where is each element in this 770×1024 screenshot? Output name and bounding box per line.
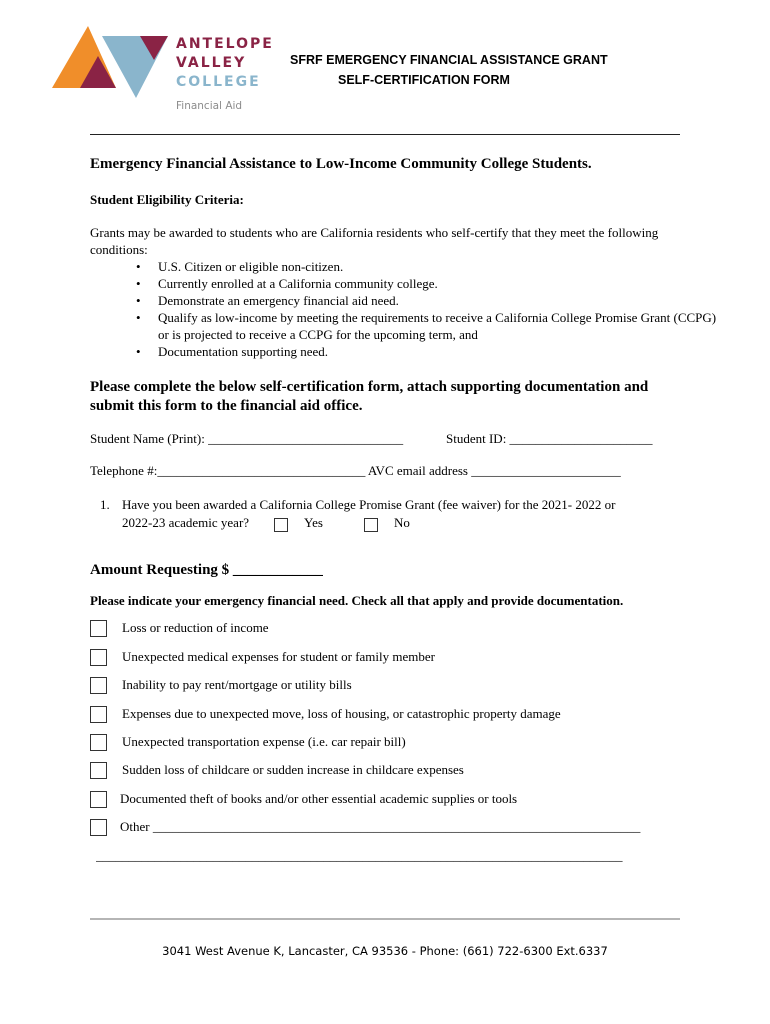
form-title [290, 50, 670, 90]
no-label: No [394, 515, 410, 530]
footer-address: 3041 West Avenue K, Lancaster, CA 93536 - Phone: (661) 722-6300 Ext.6337 [162, 944, 608, 958]
need-label: Loss or reduction of income [122, 620, 269, 635]
yes-checkbox[interactable] [274, 518, 288, 532]
instructions-heading: Please complete the below self-certification form, attach supporting documentation and submit this form to the financial aid office. [90, 379, 649, 414]
list-item: • Documentation supporting need. [158, 343, 718, 360]
logo-text-line3: COLLEGE [176, 74, 261, 90]
need-checkbox[interactable] [90, 649, 107, 666]
no-checkbox[interactable] [364, 518, 378, 532]
yes-label: Yes [304, 515, 323, 530]
list-item: • Demonstrate an emergency financial aid need. [158, 292, 718, 309]
need-checkbox[interactable] [90, 791, 107, 808]
question-number: 1. [100, 497, 110, 512]
need-label: Unexpected transportation expense (i.e. car repair bill) [122, 734, 406, 749]
need-checkbox[interactable] [90, 762, 107, 779]
form-title-line1: SFRF EMERGENCY FINANCIAL ASSISTANCE GRANT [290, 53, 608, 67]
need-checkbox[interactable] [90, 734, 107, 751]
eligibility-list [130, 258, 718, 360]
need-checkbox[interactable] [90, 620, 107, 637]
need-label: Sudden loss of childcare or sudden increase in childcare expenses [122, 762, 464, 777]
amount-requesting-field[interactable]: Amount Requesting $ ____________ [90, 562, 323, 578]
need-label: Expenses due to unexpected move, loss of housing, or catastrophic property damage [122, 706, 561, 721]
eligibility-label: Student Eligibility Criteria: [90, 192, 244, 207]
need-checkbox[interactable] [90, 677, 107, 694]
other-field-line2[interactable]: _________________________________________________________________________________ [96, 848, 623, 863]
footer-divider [90, 918, 680, 920]
question-text-line1: Have you been awarded a California College Promise Grant (fee waiver) for the 2021- 2022 or [122, 497, 616, 512]
college-logo [52, 26, 282, 118]
logo-subtitle: Financial Aid [176, 100, 243, 112]
question-text-line2: 2022-23 academic year? [122, 515, 250, 530]
header-divider [90, 134, 680, 135]
list-item: • Qualify as low-income by meeting the requirements to receive a California College Promise Grant (CCPG) or is projected to receive a CCPG for the upcoming term, and [158, 309, 718, 343]
logo-text-line2: VALLEY [176, 55, 247, 71]
other-field[interactable]: Other ___________________________________________________________________________ [120, 819, 641, 834]
form-title-line2: SELF-CERTIFICATION FORM [338, 73, 510, 87]
eligibility-paragraph: Grants may be awarded to students who are California residents who self-certify that they meet the following conditions: [90, 225, 659, 257]
list-item: • Currently enrolled at a California community college. [158, 275, 718, 292]
telephone-email-field[interactable]: Telephone #:________________________________ AVC email address _______________________ [90, 463, 621, 478]
need-heading: Please indicate your emergency financial need. Check all that apply and provide documentation. [90, 593, 624, 608]
student-id-field[interactable]: Student ID: ______________________ [446, 431, 653, 446]
need-label: Documented theft of books and/or other essential academic supplies or tools [120, 791, 518, 806]
section-heading: Emergency Financial Assistance to Low-Income Community College Students. [90, 156, 592, 172]
list-item: • U.S. Citizen or eligible non-citizen. [158, 258, 718, 275]
logo-text-line1: ANTELOPE [176, 36, 274, 52]
need-label: Unexpected medical expenses for student or family member [122, 649, 435, 664]
logo-mark [52, 26, 172, 98]
need-label: Inability to pay rent/mortgage or utility bills [122, 677, 352, 692]
student-name-field[interactable]: Student Name (Print): ______________________________ [90, 431, 404, 446]
other-checkbox[interactable] [90, 819, 107, 836]
need-checkbox[interactable] [90, 706, 107, 723]
